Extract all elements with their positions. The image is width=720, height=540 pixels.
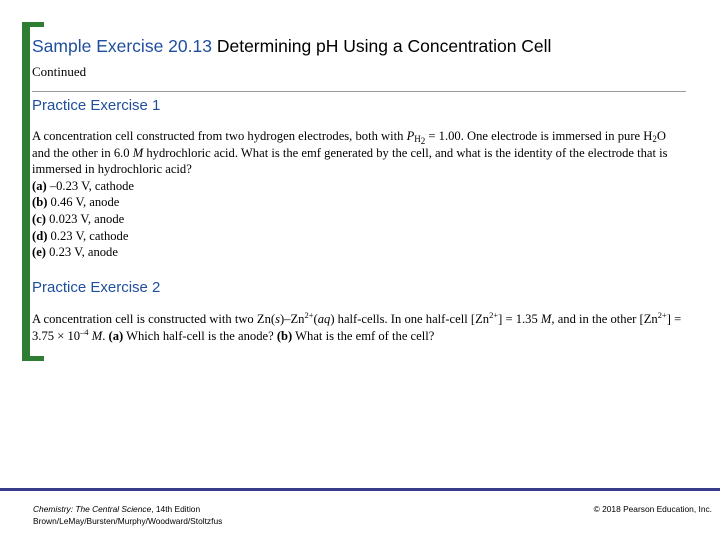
practice-1-heading: Practice Exercise 1 <box>32 97 161 114</box>
option-c: (c) 0.023 V, anode <box>32 211 125 226</box>
practice-2-heading: Practice Exercise 2 <box>32 279 161 296</box>
title-main: Determining pH Using a Concentration Cell <box>216 36 552 56</box>
divider <box>32 91 686 92</box>
practice-1-body <box>32 128 687 261</box>
practice-2-body <box>32 311 687 344</box>
subtitle: Continued <box>32 64 87 79</box>
option-d: (d) 0.23 V, cathode <box>32 228 129 243</box>
book-edition: , 14th Edition <box>151 504 201 514</box>
copyright: © 2018 Pearson Education, Inc. <box>593 504 712 514</box>
footer-divider <box>0 488 720 491</box>
book-authors: Brown/LeMay/Bursten/Murphy/Woodward/Stoltzfus <box>33 515 223 526</box>
title-prefix: Sample Exercise 20.13 <box>32 36 212 56</box>
footer-citation <box>33 504 222 527</box>
green-bracket-decoration <box>22 22 30 361</box>
option-e: (e) 0.23 V, anode <box>32 245 118 260</box>
option-b: (b) 0.46 V, anode <box>32 195 120 210</box>
practice-1-question: A concentration cell constructed from two hydrogen electrodes, both with $P_{H_2} = 1.00$. One electrode is immersed in pure $H_2O$ and the other in 6.0 M hydrochloric acid. What is the emf generated by the cell, and what is the identity of the electrode that is immersed in hydrochloric acid? <box>32 129 668 177</box>
practice-2-question: A concentration cell is constructed with two $Zn(s)-Zn^{2+}(aq)$ half-cells. In one half-cell $[Zn^{2+}] = 1.35$ M, and in the other $[Zn^{2+}] = 3.75 \times 10^{-4}$ M. (a) Which half-cell is the anode? (b) What is the emf of the cell? <box>32 310 682 343</box>
slide-title <box>32 36 551 57</box>
option-a: (a) –0.23 V, cathode <box>32 178 135 193</box>
book-title: Chemistry: The Central Science <box>33 504 152 514</box>
